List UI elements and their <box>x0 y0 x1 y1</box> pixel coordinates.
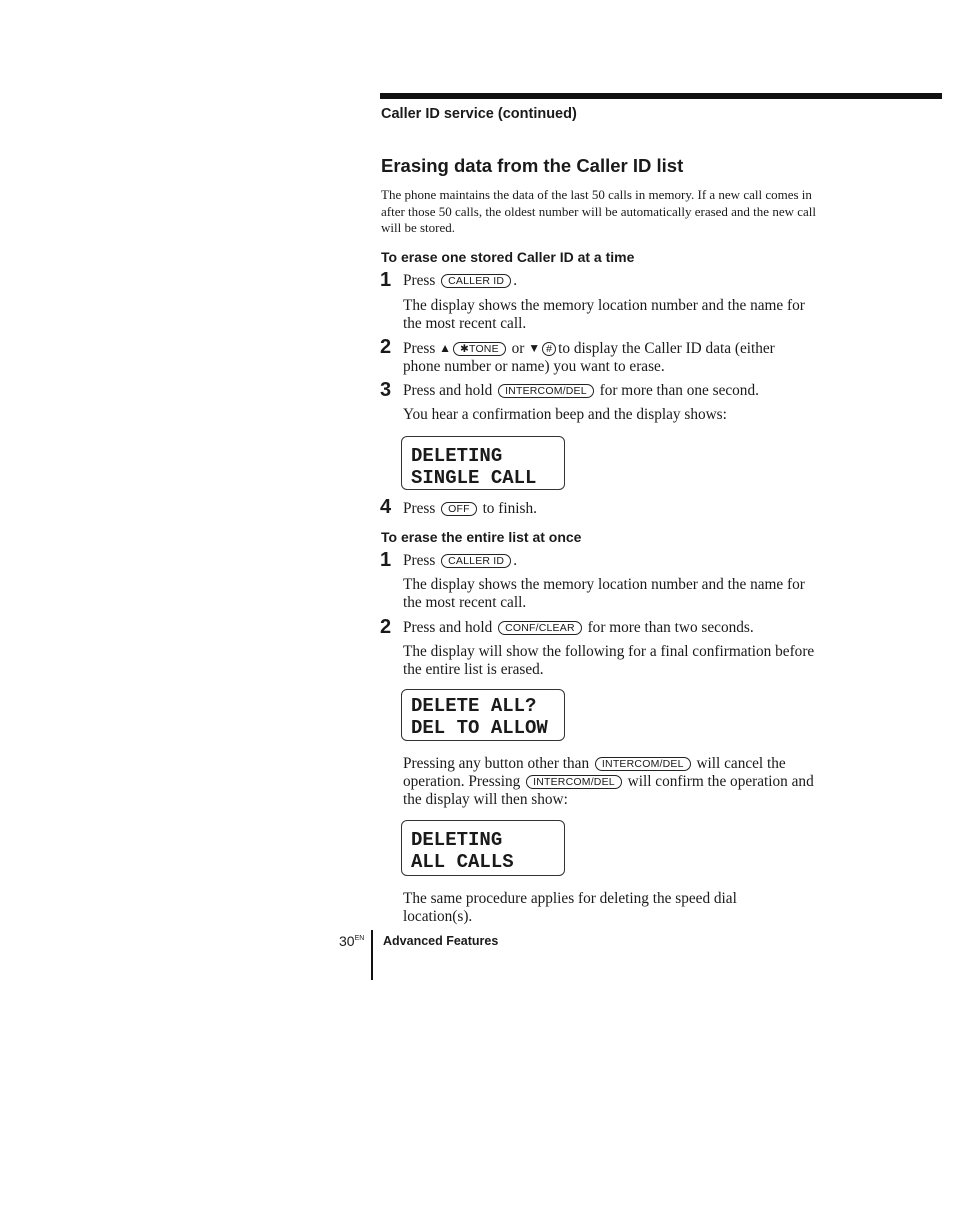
caller-id-key: CALLER ID <box>441 274 511 288</box>
step-detail: You hear a confirmation beep and the display shows: <box>403 406 727 423</box>
step-detail: The display shows the memory location number and the name for the most recent call. <box>403 297 805 332</box>
down-arrow-icon: ▼ <box>528 341 541 355</box>
lcd-line: ALL CALLS <box>411 851 514 873</box>
intercom-del-key: INTERCOM/DEL <box>526 775 622 789</box>
lcd-display-delete-all <box>401 689 565 741</box>
lcd-display-single <box>401 436 565 490</box>
step-number: 2 <box>380 336 392 358</box>
lcd-display-all-calls <box>401 820 565 876</box>
step-number: 1 <box>380 549 392 571</box>
lcd-line: DELETE ALL? <box>411 695 537 717</box>
step-text: Press ▲ ✱TONE or ▼ # to display the Caller ID data (either phone number or name) you want to erase. <box>403 340 775 375</box>
page-title: Erasing data from the Caller ID list <box>381 155 684 176</box>
step-text: Press and hold INTERCOM/DEL for more than one second. <box>403 382 759 399</box>
caller-id-key: CALLER ID <box>441 554 511 568</box>
up-arrow-icon: ▲ <box>439 341 452 355</box>
tone-key: ✱TONE <box>453 342 506 356</box>
step-text: Press CALLER ID . <box>403 272 518 289</box>
intercom-del-key: INTERCOM/DEL <box>595 757 691 771</box>
intercom-del-key: INTERCOM/DEL <box>498 384 594 398</box>
lcd-line: DEL TO ALLOW <box>411 717 548 739</box>
intro-paragraph: The phone maintains the data of the last 50 calls in memory. If a new call comes in after those 50 calls, the oldest number will be automatically erased and the new call will be stored. <box>381 187 816 235</box>
conf-clear-key: CONF/CLEAR <box>498 621 582 635</box>
lcd-line: DELETING <box>411 829 503 851</box>
step-detail: The display shows the memory location number and the name for the most recent call. <box>403 576 805 611</box>
lcd-line: DELETING <box>411 445 503 467</box>
section-header: Caller ID service (continued) <box>381 106 577 122</box>
cancel-paragraph: Pressing any button other than INTERCOM/DEL will cancel the operation. Pressing INTERCOM/DEL will confirm the operation and the display will then show: <box>403 755 814 808</box>
step-detail: The display will show the following for a final confirmation before the entire list is erased. <box>403 643 815 678</box>
off-key: OFF <box>441 502 477 516</box>
step-number: 2 <box>380 616 392 638</box>
step-text: Press and hold CONF/CLEAR for more than two seconds. <box>403 619 754 636</box>
footer-divider <box>371 930 373 980</box>
subheading-erase-one: To erase one stored Caller ID at a time <box>381 249 635 265</box>
step-number: 1 <box>380 269 392 291</box>
page-number: $30^{EN}$ <box>339 933 365 949</box>
footer-label: Advanced Features <box>383 934 499 948</box>
note-paragraph: The same procedure applies for deleting the speed dial location(s). <box>403 890 737 925</box>
header-rule <box>380 93 942 99</box>
step-text: Press CALLER ID . <box>403 552 518 569</box>
lcd-line: SINGLE CALL <box>411 467 537 489</box>
subheading-erase-all: To erase the entire list at once <box>381 529 582 545</box>
step-text: Press OFF to finish. <box>403 500 537 517</box>
pound-key: # <box>542 342 556 356</box>
step-number: 4 <box>380 496 392 518</box>
step-number: 3 <box>380 379 392 401</box>
